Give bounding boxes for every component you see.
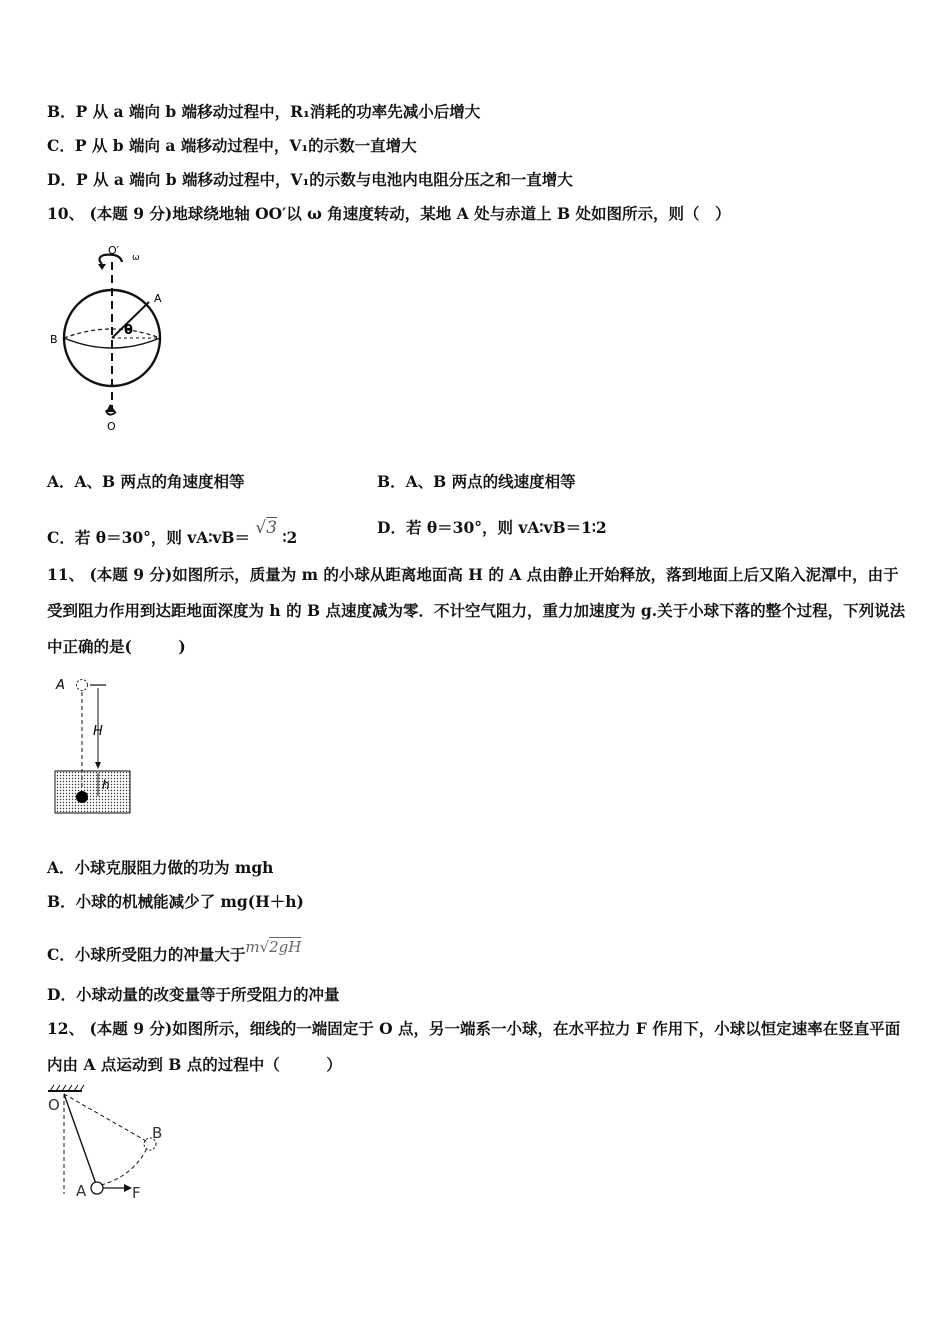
- mass-symbol: m: [245, 938, 260, 956]
- sqrt-expression: m√2gH: [245, 938, 302, 956]
- q10-option-c-prefix: C．若 θ＝30°，则 vA∶vB＝: [47, 528, 250, 547]
- label-a: A: [154, 292, 162, 305]
- q11-option-b: B．小球的机械能减少了 mg(H＋h): [47, 892, 304, 911]
- sqrt-radicand-2gh: 2gH: [269, 938, 302, 956]
- q11-option-a: A．小球克服阻力做的功为 mgh: [47, 858, 274, 877]
- earth-rotation-figure: [44, 240, 184, 440]
- label-b: B: [50, 333, 58, 346]
- label-h-lower: h: [102, 778, 110, 792]
- label-b: B: [152, 1124, 163, 1142]
- label-o: O: [107, 420, 116, 433]
- label-o-prime: O′: [108, 244, 120, 257]
- q10-stem: 10、 (本题 9 分)地球绕地轴 OO′以 ω 角速度转动，某地 A 处与赤道上 B 处如图所示，则（ ）: [47, 204, 731, 223]
- label-o: O: [48, 1096, 60, 1114]
- ball-path: [101, 1146, 148, 1185]
- ball-end: [76, 791, 88, 803]
- q10-option-c: [47, 517, 297, 549]
- sqrt-symbol: √3: [255, 518, 278, 538]
- ball-a: [91, 1182, 103, 1194]
- height-arrowhead: [95, 762, 101, 769]
- string-to-a: [64, 1094, 96, 1184]
- q11-stem: 11、 (本题 9 分)如图所示，质量为 m 的小球从距离地面高 H 的 A 点由静止开始释放，落到地面上后又陷入泥潭中，由于受到阻力作用到达距地面深度为 h 的 B 点速度减为零．不计空气阻力，重力加速度为 g.关于小球下落的整个过程，下列说法中正确的是( ): [47, 565, 906, 656]
- q9-option-b: B．P 从 a 端向 b 端移动过程中，R₁消耗的功率先减小后增大: [47, 102, 481, 121]
- q10-option-c-suffix: ∶2: [282, 528, 298, 547]
- q11-option-c: [47, 936, 301, 966]
- label-h-upper: H: [93, 724, 103, 739]
- q9-option-d: D．P 从 a 端向 b 端移动过程中，V₁的示数与电池内电阻分压之和一直增大: [47, 170, 573, 189]
- pendulum-figure: [44, 1084, 184, 1204]
- sqrt-radicand-3: 3: [266, 518, 278, 538]
- label-omega: ω: [132, 253, 140, 263]
- q9-option-c: C．P 从 b 端向 a 端移动过程中，V₁的示数一直增大: [47, 136, 417, 155]
- mud-pool: [55, 771, 130, 813]
- label-a: A: [56, 678, 65, 693]
- q12-stem: 12、 (本题 9 分)如图所示，细线的一端固定于 O 点，另一端系一小球，在水平拉力 F 作用下，小球以恒定速率在竖直平面内由 A 点运动到 B 点的过程中（ ）: [47, 1019, 901, 1074]
- ball-start: [77, 680, 88, 691]
- label-theta: θ: [124, 323, 133, 338]
- q10-option-a: A．A、B 两点的角速度相等: [47, 472, 245, 491]
- force-arrowhead: [124, 1184, 132, 1192]
- q10-option-d: D．若 θ＝30°，则 vA∶vB＝1∶2: [377, 518, 607, 537]
- q11-option-c-prefix: C．小球所受阻力的冲量大于: [47, 945, 246, 964]
- label-a: A: [76, 1182, 87, 1200]
- label-f: F: [132, 1184, 141, 1202]
- falling-ball-figure: [50, 672, 140, 820]
- q11-option-d: D．小球动量的改变量等于所受阻力的冲量: [47, 985, 340, 1004]
- rotation-arrowhead-top: [98, 264, 106, 270]
- string-to-b: [64, 1094, 148, 1142]
- q10-option-b: B．A、B 两点的线速度相等: [377, 472, 576, 491]
